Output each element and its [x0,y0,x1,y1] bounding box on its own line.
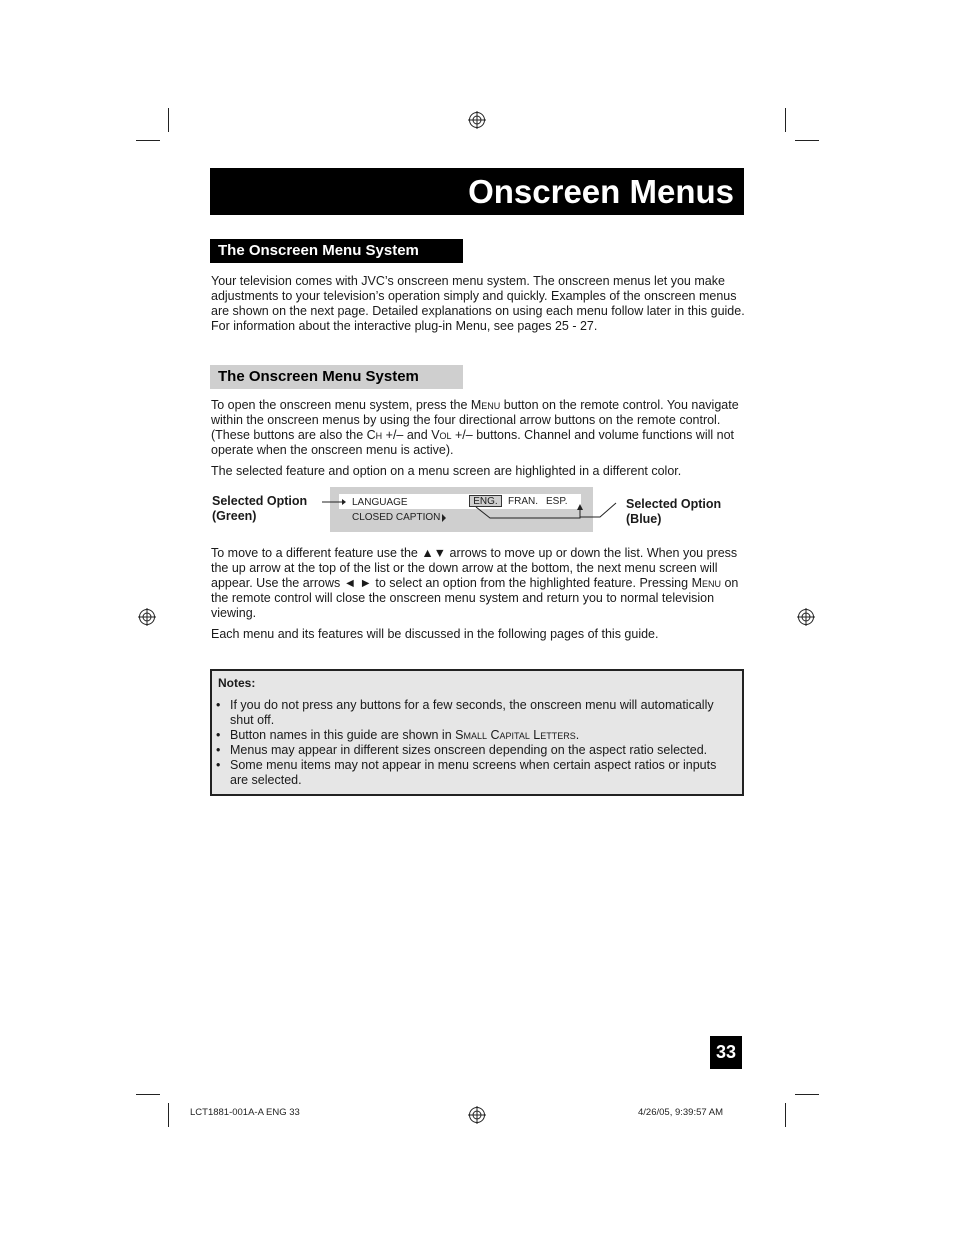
button-name: Vol [431,428,452,442]
notes-list [216,698,731,788]
list-item: • Menus may appear in different sizes onscreen depending on the aspect ratio selected. [216,743,731,758]
page-number: 33 [710,1036,742,1069]
registration-mark-icon [468,111,486,129]
section-body: To move to a different feature use the ▲▼ arrows to move up or down the list. When you press the up arrow at the top of the list or the down arrow at the bottom, the next menu screen will appear. Use the arrows ◄ ► to select an option from the highlighted feature. Pressing Menu on the remote control will close the onscreen menu system and return you to normal television viewing. [211,546,739,620]
section-body: The selected feature and option on a menu screen are highlighted in a different color. [211,464,682,478]
diagram-label-blue: Selected Option (Blue) [626,497,722,526]
callout-lines [320,490,620,530]
menu-item-label: LANGUAGE [352,497,408,508]
section-body: Each menu and its features will be discussed in the following pages of this guide. [211,627,659,641]
notes-box [210,669,744,796]
section-body: To open the onscreen menu system, press the Menu button on the remote control. You navigate within the onscreen menus by using the four directional arrow buttons on the remote control. (These buttons are also the Ch +/– and Vol +/– buttons. Channel and volume functions will not operate when the onscreen menu is active). [211,398,739,457]
list-item: • Button names in this guide are shown in Small Capital Letters. [216,728,731,743]
option-item: ESP. [546,496,568,507]
list-item: • If you do not press any buttons for a few seconds, the onscreen menu will automatically shut off. [216,698,731,728]
crop-mark [795,140,819,141]
crop-mark [136,1094,160,1095]
crop-mark [168,1103,169,1127]
registration-mark-icon [138,608,156,626]
crop-mark [795,1094,819,1095]
notes-title: Notes: [218,676,256,690]
crop-mark [168,108,169,132]
registration-mark-icon [797,608,815,626]
menu-item-label: CLOSED CAPTION [352,512,441,523]
section-heading: The Onscreen Menu System [210,239,463,263]
list-item: • Some menu items may not appear in menu screens when certain aspect ratios or inputs are selected. [216,758,731,788]
button-name: Menu [691,576,721,590]
registration-mark-icon [468,1106,486,1124]
button-name: Ch [366,428,383,442]
option-selected: ENG. [469,495,502,507]
footer-job-code: LCT1881-001A-A ENG 33 [190,1107,300,1118]
option-item: FRAN. [508,496,538,507]
button-name: Menu [470,398,501,412]
crop-mark [785,108,786,132]
diagram-label-green: Selected Option (Green) [212,494,308,523]
section-body: Your television comes with JVC’s onscreen menu system. The onscreen menus let you make adjustments to your television’s operation simply and quickly. Examples of the onscreen menus are shown on the next page. Detailed explanations on using each menu follow later in this guide. For information about the interactive plug-in Menu, see pages 25 - 27. [211,274,745,333]
crop-mark [785,1103,786,1127]
crop-mark [136,140,160,141]
section-heading: The Onscreen Menu System [210,365,463,389]
footer-timestamp: 4/26/05, 9:39:57 AM [638,1107,724,1118]
page-title: Onscreen Menus [210,168,744,215]
